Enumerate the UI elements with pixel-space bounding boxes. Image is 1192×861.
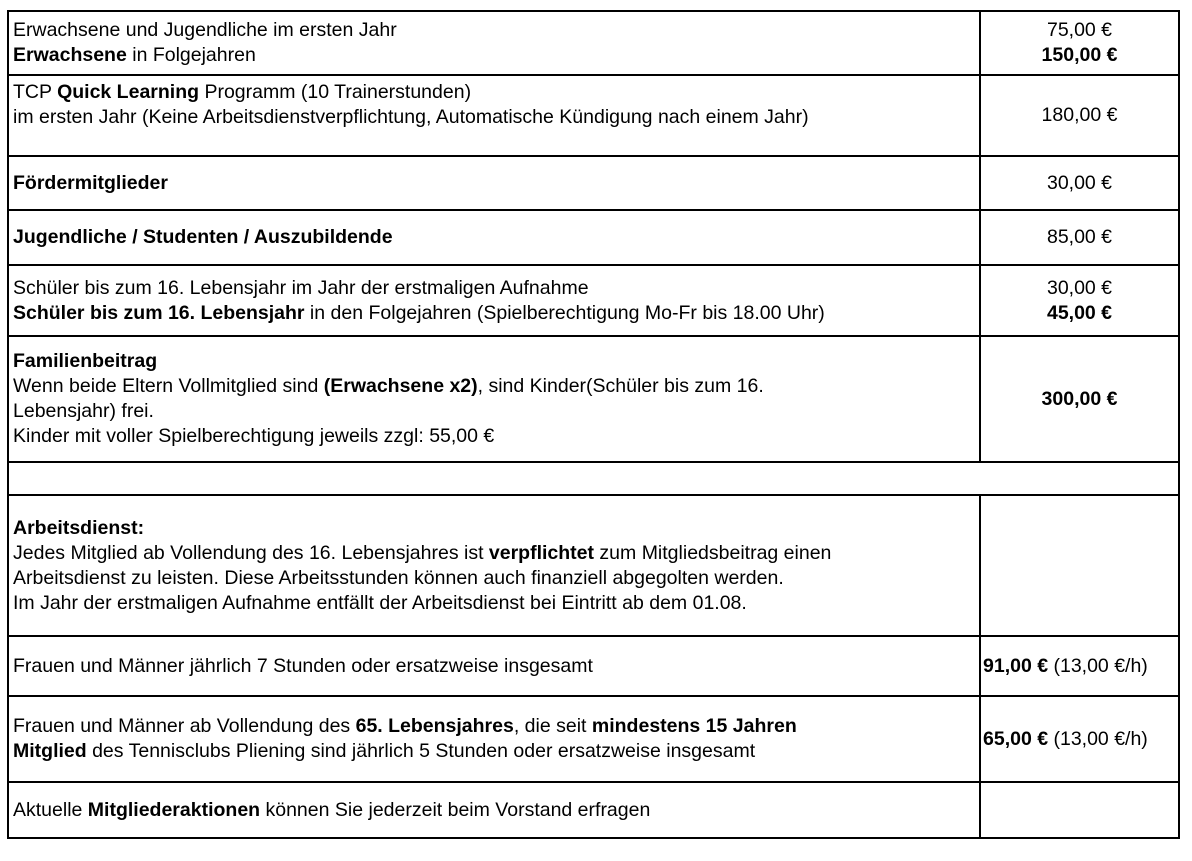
fee-description — [8, 11, 980, 75]
fee-row-quick-learning — [8, 75, 1179, 156]
price-line — [985, 103, 1174, 128]
text: Frauen und Männer jährlich 7 Stunden oder ersatzweise insgesamt — [13, 654, 593, 677]
description-line — [13, 399, 975, 424]
text: Wenn beide Eltern Vollmitglied sind — [13, 375, 324, 397]
text: , die seit — [513, 715, 592, 737]
description-line — [13, 566, 975, 591]
bold-text: verpflichtet — [488, 541, 595, 564]
text: 180,00 € — [1041, 104, 1118, 126]
bold-text: 65. Lebensjahres — [355, 715, 514, 737]
bold-text: Familienbeitrag — [13, 350, 158, 372]
bold-text: Fördermitglieder — [13, 171, 168, 194]
bold-text: (Erwachsene x2) — [323, 375, 478, 397]
fee-price — [980, 782, 1179, 838]
fee-price — [980, 156, 1179, 210]
text: Frauen und Männer ab Vollendung des — [13, 715, 356, 737]
bold-text: 300,00 € — [1041, 387, 1118, 410]
text: Kinder mit voller Spielberechtigung jeweils zzgl: 55,00 € — [13, 425, 495, 447]
fee-row-work-duty-senior — [8, 696, 1179, 782]
text: 30,00 € — [1046, 171, 1113, 194]
price-line — [985, 301, 1174, 326]
fee-row-supporting-members — [8, 156, 1179, 210]
fee-row-family — [8, 336, 1179, 462]
description-line — [13, 80, 975, 105]
bold-text: 91,00 € — [983, 654, 1049, 677]
fee-row-youth-students — [8, 210, 1179, 265]
text: (13,00 €/h) — [1048, 727, 1148, 750]
fee-description — [8, 336, 980, 462]
fee-row-pupils — [8, 265, 1179, 336]
text: Erwachsene und Jugendliche im ersten Jahr — [13, 19, 397, 41]
description-line — [13, 739, 975, 764]
spacer-row — [8, 462, 1179, 495]
description-line — [13, 301, 975, 326]
fee-price — [980, 75, 1179, 156]
fee-price — [980, 265, 1179, 336]
price-line — [985, 225, 1174, 250]
fee-description — [8, 265, 980, 336]
fee-description — [8, 495, 980, 636]
description-line — [13, 798, 975, 823]
fee-row-work-duty-info — [8, 495, 1179, 636]
description-line — [13, 105, 975, 130]
bold-text: 45,00 € — [1046, 301, 1113, 324]
text: zum Mitgliedsbeitrag einen — [594, 541, 832, 564]
fee-price — [980, 696, 1179, 782]
price-line — [983, 727, 1174, 752]
bold-text: Schüler bis zum 16. Lebensjahr — [13, 301, 305, 324]
text: Arbeitsdienst zu leisten. Diese Arbeitsstunden können auch finanziell abgegolten werden. — [13, 566, 784, 589]
fee-description — [8, 696, 980, 782]
bold-text: Mitgliederaktionen — [87, 798, 261, 821]
price-line — [985, 43, 1174, 68]
bold-text: 150,00 € — [1041, 44, 1118, 66]
text: (13,00 €/h) — [1048, 654, 1148, 677]
text: Aktuelle — [13, 798, 88, 821]
fee-row-member-promotions — [8, 782, 1179, 838]
text: in den Folgejahren (Spielberechtigung Mo-Fr bis 18.00 Uhr) — [304, 301, 825, 324]
text: 85,00 € — [1046, 226, 1113, 248]
fee-price — [980, 210, 1179, 265]
bold-text: Quick Learning — [57, 81, 200, 103]
text: können Sie jederzeit beim Vorstand erfragen — [260, 798, 651, 821]
text: TCP — [13, 81, 58, 103]
bold-text: Mitglied — [13, 740, 87, 762]
fee-row-adults — [8, 11, 1179, 75]
price-line — [985, 276, 1174, 301]
description-line — [13, 541, 975, 566]
price-line — [985, 387, 1174, 412]
description-line — [13, 171, 975, 196]
text: 75,00 € — [1046, 19, 1113, 41]
bold-text: Jugendliche / Studenten / Auszubildende — [13, 226, 393, 248]
spacer-cell — [8, 462, 1179, 495]
text: des Tennisclubs Pliening sind jährlich 5 Stunden oder ersatzweise insgesamt — [86, 740, 756, 762]
price-line — [985, 171, 1174, 196]
price-line — [985, 18, 1174, 43]
description-line — [13, 424, 975, 449]
fee-price — [980, 636, 1179, 696]
price-line — [983, 654, 1174, 679]
description-line — [13, 43, 975, 68]
membership-fee-table — [7, 10, 1180, 839]
description-line — [13, 225, 975, 250]
text: in Folgejahren — [126, 44, 256, 66]
text: im ersten Jahr (Keine Arbeitsdienstverpflichtung, Automatische Kündigung nach einem Jahr) — [13, 106, 809, 128]
fee-description — [8, 75, 980, 156]
description-line — [13, 374, 975, 399]
fee-description — [8, 782, 980, 838]
fee-price — [980, 11, 1179, 75]
fee-description — [8, 156, 980, 210]
description-line — [13, 591, 975, 616]
bold-text: mindestens 15 Jahren — [591, 715, 797, 737]
text: Programm (10 Trainerstunden) — [199, 81, 472, 103]
text: Im Jahr der erstmaligen Aufnahme entfällt der Arbeitsdienst bei Eintritt ab dem 01.08. — [13, 591, 747, 614]
text: Schüler bis zum 16. Lebensjahr im Jahr der erstmaligen Aufnahme — [13, 276, 589, 299]
fee-price — [980, 495, 1179, 636]
text: Lebensjahr) frei. — [13, 400, 154, 422]
fee-row-work-duty-standard — [8, 636, 1179, 696]
fee-price — [980, 336, 1179, 462]
description-line — [13, 714, 975, 739]
text: 30,00 € — [1046, 276, 1113, 299]
fee-description — [8, 210, 980, 265]
description-line — [13, 516, 975, 541]
bold-text: Erwachsene — [13, 44, 127, 66]
bold-text: 65,00 € — [983, 727, 1049, 750]
description-line — [13, 18, 975, 43]
description-line — [13, 654, 975, 679]
text: , sind Kinder(Schüler bis zum 16. — [477, 375, 764, 397]
description-line — [13, 349, 975, 374]
description-line — [13, 276, 975, 301]
text: Jedes Mitglied ab Vollendung des 16. Lebensjahres ist — [13, 541, 489, 564]
bold-text: Arbeitsdienst: — [13, 516, 145, 539]
fee-description — [8, 636, 980, 696]
